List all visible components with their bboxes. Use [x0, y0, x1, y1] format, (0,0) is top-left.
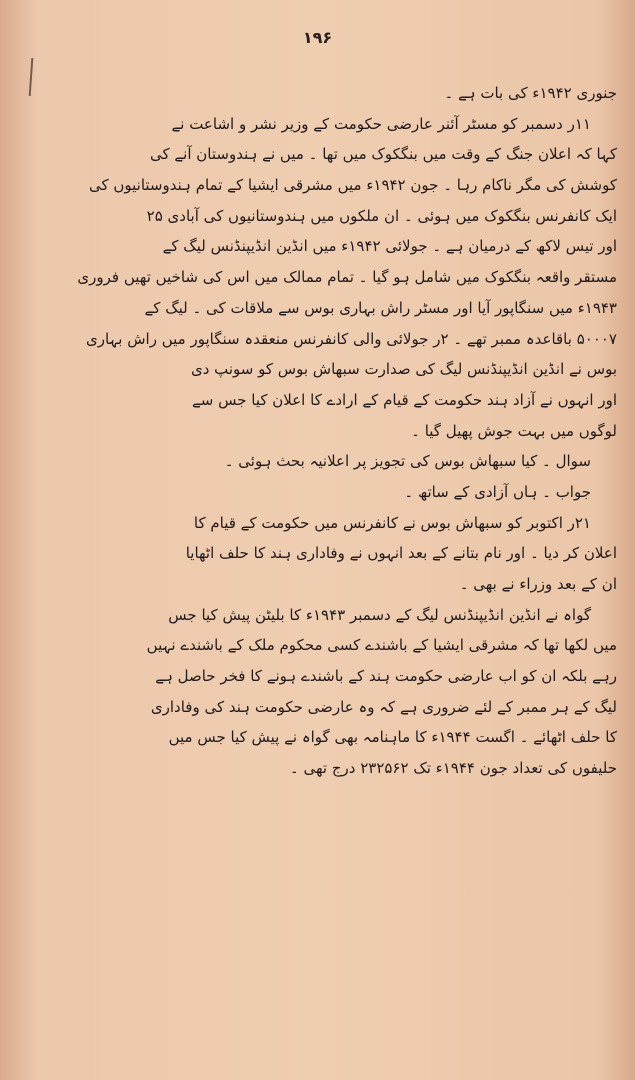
text-line: اور انہوں نے آزاد ہند حکومت کے قیام کے ارادے کا اعلان کیا جس سے [191, 390, 617, 409]
text-line: بوس نے انڈین انڈیپنڈنس لیگ کی صدارت سبھاش بوس کو سونپ دی [190, 360, 617, 379]
text-line: مستقر واقعہ بنگکوک میں شامل ہو گیا ۔ تمام ممالک میں اس کی شاخیں تھیں فروری [77, 268, 617, 287]
text-line: ۱۹۴۳ء میں سنگاپور آیا اور مسٹر راش بہاری بوس سے ملاقات کی ۔ لیگ کے [144, 298, 617, 317]
text-line: جنوری ۱۹۴۲ء کی بات ہے ۔ [444, 84, 617, 102]
text-line: ایک کانفرنس بنگکوک میں ہوئی ۔ ان ملکوں میں ہندوستانیوں کی آبادی ۲۵ [146, 206, 617, 225]
text-line: حلیفوں کی تعداد جون ۱۹۴۴ء تک ۲۳۲۵۶۲ درج تھی ۔ [289, 759, 617, 778]
text-line: جواب ۔ ہاں آزادی کے ساتھ ۔ [404, 482, 591, 501]
page-number: ۱۹۶ [302, 28, 333, 47]
text-line: اور تیس لاکھ کے درمیان ہے ۔ جولائی ۱۹۴۲ء میں انڈین انڈیپنڈنس لیگ کے [162, 237, 617, 256]
text-line: ۲۱ر اکتوبر کو سبھاش بوس نے کانفرنس میں حکومت کے قیام کا [193, 513, 591, 532]
text-line: کوشش کی مگر ناکام رہا ۔ جون ۱۹۴۲ء میں مشرقی ایشیا کے تمام ہندوستانیوں کی [88, 176, 617, 195]
text-line: گواہ نے انڈین انڈیپنڈنس لیگ کے دسمبر ۱۹۴۳ء کا بلیٹن پیش کیا جس [168, 605, 591, 624]
text-line: ۱۱ر دسمبر کو مسٹر آئنر عارضی حکومت کے وزیر نشر و اشاعت نے [171, 114, 591, 133]
text-line: رہے بلکہ ان کو اب عارضی حکومت ہند کے باشندے ہونے کا فخر حاصل ہے [155, 667, 617, 686]
page-body-text [12, 78, 617, 1058]
text-line: کا حلف اٹھائے ۔ اگست ۱۹۴۴ء کا ماہنامہ بھی گواہ نے پیش کیا جس میں [168, 728, 617, 747]
text-line: لیگ کے ہر ممبر کے لئے ضروری ہے کہ وہ عارضی حکومت ہند کی وفاداری [150, 697, 617, 716]
text-line: ان کے بعد وزراء نے بھی ۔ [459, 575, 617, 593]
text-line: میں لکھا تھا کہ مشرقی ایشیا کے باشندے کسی محکوم ملک کے باشندے نہیں [146, 636, 617, 655]
text-line: لوگوں میں بہت جوش پھیل گیا ۔ [411, 421, 617, 440]
text-line: اعلان کر دیا ۔ اور نام بتانے کے بعد انہوں نے وفاداری ہند کا حلف اٹھایا [185, 544, 617, 563]
text-line: ۵۰۰۰۷ باقاعدہ ممبر تھے ۔ ۲ر جولائی والی کانفرنس منعقدہ سنگاپور میں راش بہاری [85, 329, 617, 348]
text-line: کہا کہ اعلان جنگ کے وقت میں بنگکوک میں تھا ۔ میں نے ہندوستان آنے کی [149, 145, 617, 164]
text-line: سوال ۔ کیا سبھاش بوس کی تجویز پر اعلانیہ بحث ہوئی ۔ [224, 452, 591, 471]
